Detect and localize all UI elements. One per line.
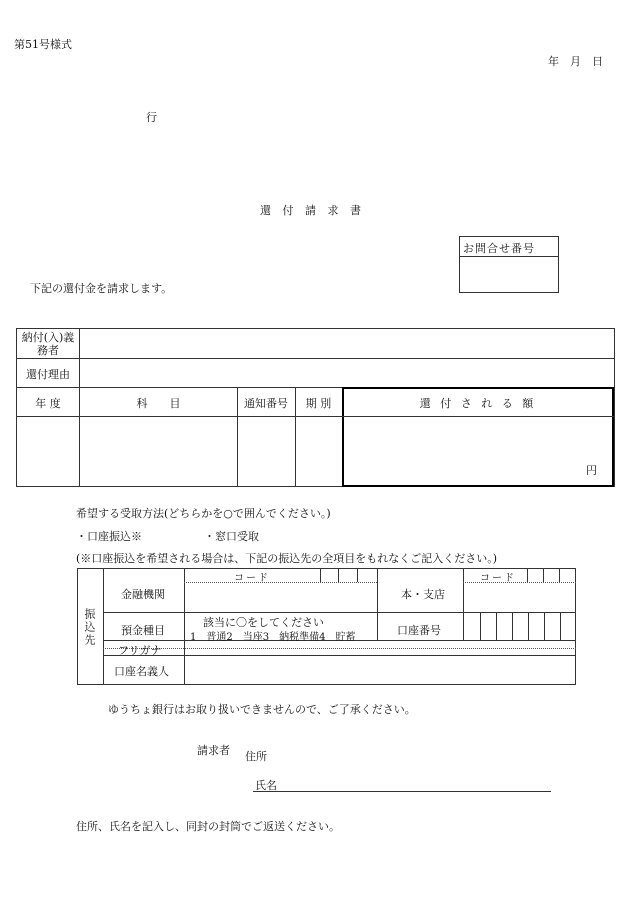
account-number-field[interactable]	[465, 614, 573, 639]
deposit-type-label: 預金種目	[121, 624, 165, 637]
refund-amount-field[interactable]	[346, 420, 576, 480]
branch-name-field[interactable]	[465, 584, 573, 611]
name-label: 氏名	[255, 779, 277, 792]
yucho-note: ゆうちょ銀行はお取り扱いできませんので、ご了承ください。	[108, 703, 416, 716]
furigana-label: フリガナ	[118, 644, 162, 657]
header-period: 期 別	[305, 397, 332, 410]
header-item: 科 目	[136, 397, 181, 410]
item-field[interactable]	[81, 418, 236, 485]
inquiry-number-label: お問合せ番号	[463, 242, 535, 255]
reason-label: 還付理由	[26, 368, 70, 381]
period-field[interactable]	[297, 418, 341, 485]
deposit-options[interactable]: 1 普通2 当座3 納税準備4 貯蓄	[190, 632, 356, 643]
name-field[interactable]	[283, 772, 549, 790]
branch-code-label: コード	[480, 573, 516, 584]
institution-name-field[interactable]	[186, 584, 376, 611]
account-holder-label: 口座名義人	[114, 665, 169, 678]
yen-unit: 円	[586, 464, 597, 477]
deposit-instruction: 該当に〇をしてください	[203, 616, 324, 629]
account-number-label: 口座番号	[397, 624, 441, 637]
receipt-method-instruction: 希望する受取方法(どちらかを○で囲んでください。)	[76, 507, 331, 520]
header-notice-number: 通知番号	[244, 397, 288, 410]
form-number: 第51号様式	[14, 38, 72, 51]
return-instruction: 住所、氏名を記入し、同封の封筒でご返送ください。	[76, 820, 340, 833]
institution-label: 金融機関	[121, 588, 165, 601]
request-statement: 下記の還付金を請求します。	[30, 282, 173, 295]
payer-field[interactable]	[81, 330, 611, 357]
address-label: 住所	[245, 750, 267, 763]
date-label: 年 月 日	[548, 55, 603, 68]
inquiry-number-field[interactable]	[461, 259, 557, 290]
address-field[interactable]	[275, 744, 551, 764]
year-field[interactable]	[17, 418, 78, 485]
payer-label: 納付(入)義務者	[21, 331, 75, 357]
branch-label: 本・支店	[401, 588, 445, 601]
furigana-field[interactable]	[186, 641, 574, 647]
addressee-suffix: 行	[146, 111, 157, 124]
name-underline	[253, 791, 551, 792]
document-title: 還 付 請 求 書	[260, 204, 365, 217]
institution-code-label: コード	[234, 573, 270, 584]
account-holder-field[interactable]	[186, 657, 574, 683]
option-counter-pickup[interactable]: ・窓口受取	[204, 530, 259, 543]
claimant-label: 請求者	[197, 744, 230, 757]
option-bank-transfer[interactable]: ・口座振込※	[76, 530, 142, 543]
reason-field[interactable]	[81, 360, 611, 386]
header-refund-amount: 還 付 さ れ る 額	[419, 397, 537, 410]
notice-number-field[interactable]	[239, 418, 294, 485]
transfer-destination-label: 振込先	[83, 608, 96, 647]
receipt-method-note: (※口座振込を希望される場合は、下記の振込先の全項目をもれなくご記入ください。)	[76, 552, 498, 565]
header-year: 年 度	[35, 397, 61, 410]
